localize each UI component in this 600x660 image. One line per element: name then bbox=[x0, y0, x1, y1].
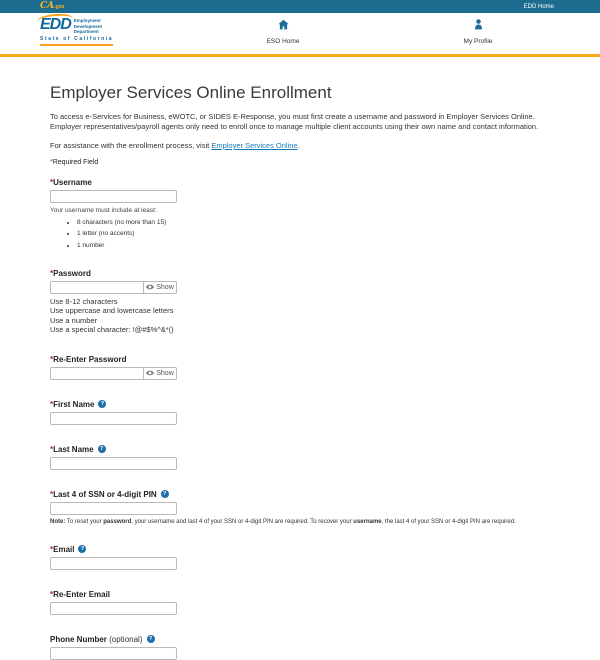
nav-my-profile-label: My Profile bbox=[463, 38, 493, 45]
required-text: Required Field bbox=[52, 159, 99, 166]
email-required-asterisk: * bbox=[50, 544, 54, 554]
email-label-text: Email bbox=[53, 544, 75, 554]
username-requirement: • 8 characters (no more than 15) bbox=[77, 219, 555, 226]
username-field-group bbox=[50, 178, 555, 249]
show-label: Show bbox=[156, 283, 174, 291]
last-name-help-icon[interactable] bbox=[98, 445, 106, 453]
assistance-paragraph bbox=[50, 141, 555, 150]
assistance-period: . bbox=[297, 141, 300, 150]
first-name-label bbox=[50, 400, 555, 409]
ssn-pin-label bbox=[50, 490, 555, 499]
required-field-note bbox=[50, 159, 555, 166]
reenter-password-required-asterisk: * bbox=[50, 354, 54, 364]
email-help-icon[interactable] bbox=[78, 545, 86, 553]
intro-paragraph: To access e-Services for Business, eWOTC, or SIDES E-Response, you must first create a username and password in Employer Services Online. Employer representatives/payroll agents only need to enroll once to manage multiple client accounts using their own name and contact information. bbox=[50, 112, 539, 131]
last-name-required-asterisk: * bbox=[50, 444, 54, 454]
ca-gov-logo[interactable]: CA.gov bbox=[40, 0, 65, 11]
ssn-pin-note bbox=[50, 519, 555, 525]
home-icon bbox=[277, 18, 290, 35]
main-content bbox=[0, 83, 600, 660]
password-rule: Use a special character: !@#$%^&*() bbox=[50, 325, 174, 334]
reenter-email-input[interactable] bbox=[50, 602, 177, 615]
password-rule: Use a number bbox=[50, 315, 98, 325]
edd-logo-line1: Employment bbox=[73, 18, 101, 23]
username-requirement: • 1 letter (no accents) bbox=[77, 230, 555, 237]
password-rule: Use 8-12 characters bbox=[50, 296, 118, 306]
password-required-asterisk: * bbox=[50, 268, 54, 278]
site-header bbox=[0, 13, 600, 54]
reenter-password-label-text: Re-Enter Password bbox=[53, 354, 127, 364]
ssn-pin-field-group bbox=[50, 490, 555, 525]
phone-help-icon[interactable] bbox=[147, 635, 155, 643]
reenter-password-show-button[interactable] bbox=[143, 367, 177, 380]
username-requirements-list bbox=[50, 219, 555, 249]
password-label bbox=[50, 269, 555, 278]
reenter-password-input-wrap bbox=[50, 367, 177, 380]
edd-logo-line2: Development bbox=[73, 23, 103, 29]
phone-field-group bbox=[50, 635, 555, 660]
username-label bbox=[50, 178, 555, 187]
password-label-text: Password bbox=[53, 268, 91, 278]
phone-optional-label: (optional) bbox=[109, 634, 143, 644]
note-bold: Note: bbox=[50, 518, 66, 525]
username-hint: Your username must include at least: bbox=[50, 207, 157, 214]
eye-icon bbox=[146, 370, 154, 376]
note-text: , the last 4 of your SSN or 4-digit PIN are required. bbox=[381, 518, 516, 525]
password-show-button[interactable] bbox=[143, 281, 177, 294]
phone-input[interactable] bbox=[50, 647, 177, 660]
nav-eso-home-label: ESO Home bbox=[266, 38, 300, 45]
note-text: To reset your bbox=[65, 518, 104, 525]
reenter-email-required-asterisk: * bbox=[50, 589, 54, 599]
password-rules bbox=[50, 297, 555, 335]
note-bold: username bbox=[353, 518, 382, 525]
email-input[interactable] bbox=[50, 557, 177, 570]
ssn-pin-required-asterisk: * bbox=[50, 489, 54, 499]
email-field-group bbox=[50, 545, 555, 570]
note-bold: password bbox=[103, 518, 132, 525]
phone-label bbox=[50, 635, 555, 644]
edd-logo bbox=[40, 17, 113, 46]
ssn-pin-label-text: Last 4 of SSN or 4-digit PIN bbox=[53, 489, 157, 499]
password-rule: Use uppercase and lowercase letters bbox=[50, 306, 174, 315]
employer-services-online-link[interactable]: Employer Services Online bbox=[211, 141, 298, 150]
top-utility-bar bbox=[0, 0, 600, 13]
password-input-wrap bbox=[50, 281, 177, 294]
email-label bbox=[50, 545, 555, 554]
nav-my-profile[interactable] bbox=[443, 18, 513, 45]
last-name-input[interactable] bbox=[50, 457, 177, 470]
username-requirement: • 1 number bbox=[77, 242, 555, 249]
first-name-label-text: First Name bbox=[53, 399, 95, 409]
gold-divider bbox=[0, 54, 600, 57]
edd-logo-wordmark bbox=[74, 18, 102, 35]
first-name-required-asterisk: * bbox=[50, 399, 54, 409]
edd-logo-tagline: State of California bbox=[40, 36, 113, 46]
ssn-pin-help-icon[interactable] bbox=[161, 490, 169, 498]
reenter-password-label bbox=[50, 355, 555, 364]
reenter-email-label bbox=[50, 590, 555, 599]
required-asterisk: * bbox=[50, 159, 53, 166]
show-label: Show bbox=[156, 369, 174, 377]
first-name-input[interactable] bbox=[50, 412, 177, 425]
username-label-text: Username bbox=[53, 178, 92, 187]
reenter-email-label-text: Re-Enter Email bbox=[53, 589, 111, 599]
phone-label-text: Phone Number bbox=[50, 634, 107, 644]
username-required-asterisk: * bbox=[50, 178, 54, 187]
reenter-password-field-group bbox=[50, 355, 555, 380]
reenter-email-field-group bbox=[50, 590, 555, 615]
first-name-field-group bbox=[50, 400, 555, 425]
edd-logo-line3: Department bbox=[73, 29, 99, 34]
last-name-label bbox=[50, 445, 555, 454]
edd-logo-acronym: EDD bbox=[40, 16, 71, 33]
last-name-field-group bbox=[50, 445, 555, 470]
edd-home-link[interactable]: EDD Home bbox=[523, 3, 554, 10]
username-input[interactable] bbox=[50, 190, 177, 203]
last-name-label-text: Last Name bbox=[53, 444, 94, 454]
nav-eso-home[interactable] bbox=[248, 18, 318, 45]
person-icon bbox=[472, 18, 485, 35]
first-name-help-icon[interactable] bbox=[98, 400, 106, 408]
password-field-group bbox=[50, 269, 555, 335]
note-text: , your username and last 4 of your SSN or 4-digit PIN are required. To recover your bbox=[131, 518, 354, 525]
page-title: Employer Services Online Enrollment bbox=[50, 83, 332, 102]
ssn-pin-input[interactable] bbox=[50, 502, 177, 515]
assistance-text: For assistance with the enrollment process, visit bbox=[50, 141, 212, 150]
eye-icon bbox=[146, 284, 154, 290]
